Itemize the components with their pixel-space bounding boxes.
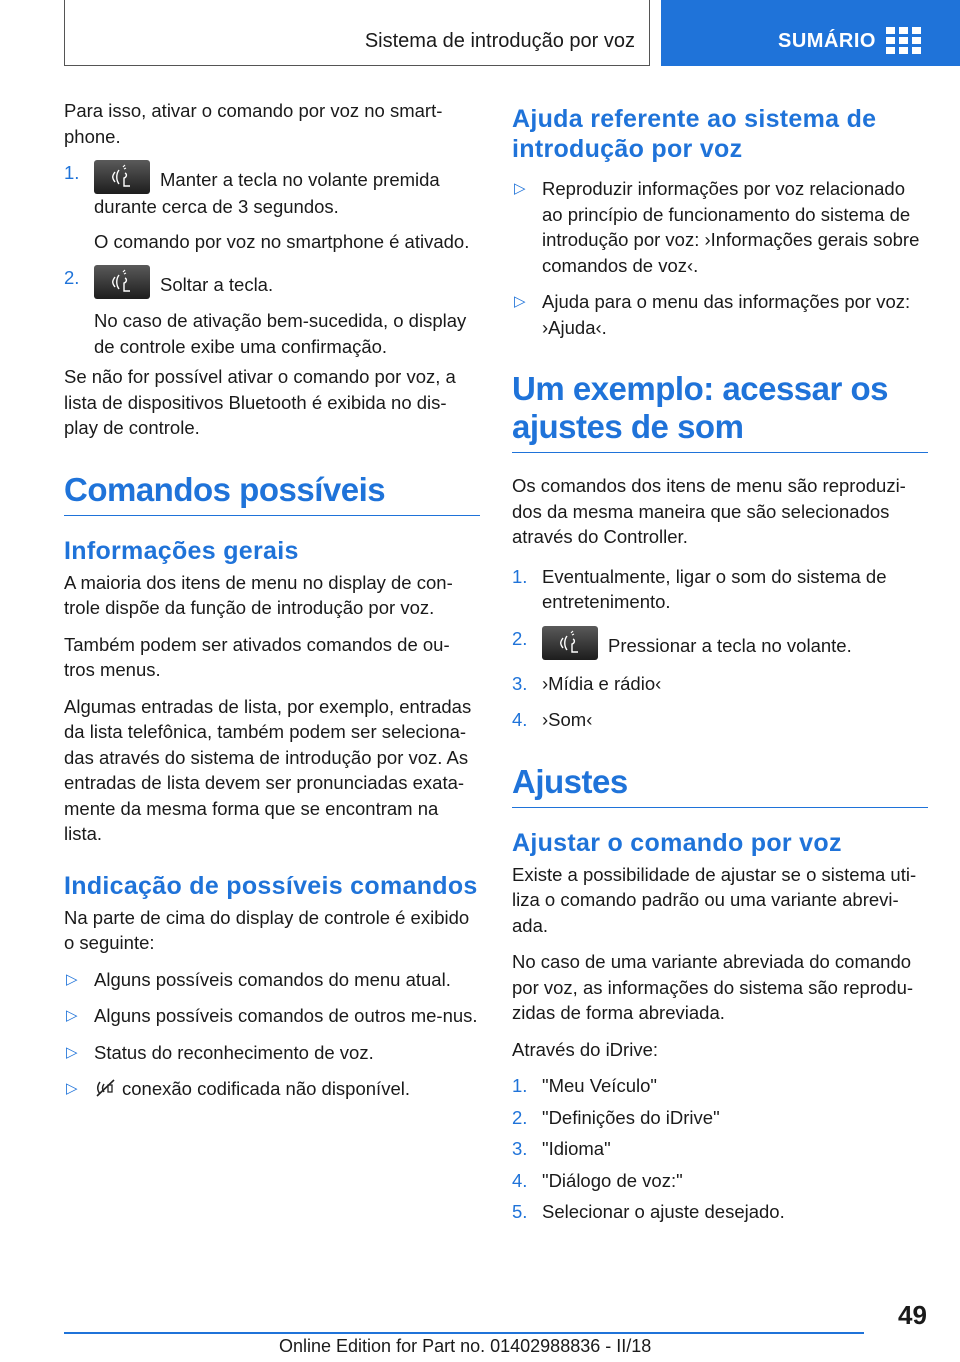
step-text: "Meu Veículo": [542, 1075, 657, 1096]
heading-settings: Ajustes: [512, 763, 928, 808]
voice-key-icon: [542, 626, 598, 660]
list-item: [512, 707, 928, 733]
step-number: 2.: [512, 627, 528, 649]
example-steps: [512, 564, 928, 733]
grid-menu-icon[interactable]: [886, 27, 922, 53]
bullet-text: Alguns possíveis comandos do menu atual.: [94, 968, 451, 990]
heading-indication: Indicação de possíveis comandos: [64, 871, 478, 900]
adjust-paragraph-3: Através do iDrive:: [512, 1038, 658, 1060]
list-item: [64, 1003, 480, 1029]
voice-key-icon: [94, 160, 150, 194]
list-item: [64, 967, 480, 993]
list-item: [512, 1136, 928, 1162]
bullet-text: Reproduzir informações por voz relacionado ao princípio de funcionamento do sistema de introdução por voz: ›Informações gerais sobre comandos de voz‹.: [542, 178, 920, 276]
help-bullets: [512, 176, 928, 340]
step-number: 4.: [512, 1169, 528, 1191]
heading-example: Um exemplo: acessar os ajustes de som: [512, 370, 928, 453]
bullet-marker: ▷: [514, 293, 526, 310]
indication-paragraph: Na parte de cima do display de controle é exibido o seguinte:: [64, 906, 470, 953]
step-number: 3.: [512, 1138, 528, 1159]
list-item: [512, 671, 928, 697]
step-text: ›Mídia e rádio‹: [542, 672, 662, 694]
step-result: O comando por voz no smartphone é ativado.: [94, 230, 470, 252]
step-number: 3.: [512, 672, 528, 694]
step-text: Selecionar o ajuste desejado.: [542, 1201, 785, 1222]
list-item: [512, 1073, 928, 1099]
step-text: Soltar a tecla.: [160, 274, 274, 295]
section-header-tab: [64, 0, 650, 66]
bullet-marker: ▷: [66, 1080, 78, 1097]
bullet-text: Alguns possíveis comandos de outros me-nus.: [94, 1005, 478, 1026]
edition-text: Online Edition for Part no. 01402988836 - II/18: [279, 1336, 652, 1356]
list-item: [64, 265, 480, 359]
example-paragraph: Os comandos dos itens de menu são reproduzi-dos da mesma maneira que são selecionados através do Controller.: [512, 475, 906, 547]
step-number: 2.: [64, 267, 80, 288]
list-item: [64, 160, 480, 254]
footer-divider: [64, 1332, 864, 1334]
heading-help: Ajuda referente ao sistema de introdução por voz: [512, 105, 877, 163]
adjust-paragraph-2: No caso de uma variante abreviada do comando por voz, as informações do sistema são reprodu-zidas de forma abreviada.: [512, 951, 914, 1023]
bullet-text: Status do reconhecimento de voz.: [94, 1041, 374, 1063]
list-item: [64, 1076, 480, 1102]
list-item: [512, 1168, 928, 1194]
list-item: [512, 626, 928, 660]
step-text: "Definições do iDrive": [542, 1106, 720, 1128]
left-column: [64, 98, 480, 1113]
general-paragraph-2: Também podem ser ativados comandos de ou-tros menus.: [64, 633, 450, 680]
indication-bullets: [64, 967, 480, 1102]
step-result: No caso de ativação bem-sucedida, o display de controle exibe uma confirmação.: [94, 310, 467, 357]
adjust-paragraph-1: Existe a possibilidade de ajustar se o sistema uti-liza o comando padrão ou uma variante abrevi-ada.: [512, 863, 917, 936]
bullet-marker: ▷: [66, 970, 78, 988]
step-number: 1.: [64, 162, 80, 183]
step-number: 2.: [512, 1106, 528, 1128]
list-item: [512, 564, 928, 615]
intro-paragraph: Para isso, ativar o comando por voz no smart-phone.: [64, 100, 443, 147]
step-text: "Idioma": [542, 1138, 611, 1159]
section-title: Sistema de introdução por voz: [364, 30, 635, 52]
heading-commands: Comandos possíveis: [64, 471, 480, 516]
list-item: [512, 289, 928, 340]
no-encryption-voice-icon: [94, 1078, 116, 1098]
bullet-text: Ajuda para o menu das informações por voz: ›Ajuda‹.: [542, 291, 911, 338]
bullet-marker: ▷: [66, 1043, 78, 1061]
heading-adjust-voice: Ajustar o comando por voz: [512, 828, 842, 857]
adjust-steps: [512, 1073, 928, 1225]
contents-button-label: SUMÁRIO: [778, 30, 876, 52]
step-number: 5.: [512, 1201, 528, 1222]
right-column: [512, 104, 928, 1231]
step-number: 1.: [512, 1075, 528, 1096]
list-item: [512, 1105, 928, 1131]
bullet-marker: ▷: [66, 1007, 78, 1024]
activation-steps: [64, 160, 480, 359]
page-number: 49: [898, 1300, 927, 1330]
step-text: ›Som‹: [542, 709, 593, 730]
general-paragraph-3: Algumas entradas de lista, por exemplo, entradas da lista telefônica, também podem ser seleciona-das através do sistema de introdução por voz. As entradas de lista devem ser pronunciadas exata-mente da mesma forma que se encontram na lista.: [64, 695, 472, 844]
step-text: Manter a tecla no volante premida durante cerca de 3 segundos.: [94, 169, 440, 217]
list-item: [512, 176, 928, 278]
step-number: 4.: [512, 709, 528, 730]
list-item: [512, 1199, 928, 1225]
step-number: 1.: [512, 565, 528, 587]
voice-key-icon: [94, 265, 150, 299]
list-item: [64, 1040, 480, 1066]
heading-general-info: Informações gerais: [64, 536, 299, 565]
bullet-marker: ▷: [514, 180, 526, 197]
step-text: "Diálogo de voz:": [542, 1169, 683, 1191]
general-paragraph-1: A maioria dos itens de menu no display de con-trole dispõe da função de introdução por voz.: [64, 571, 453, 618]
bullet-text: conexão codificada não disponível.: [122, 1078, 410, 1099]
step-text: Eventualmente, ligar o som do sistema de entretenimento.: [542, 565, 887, 612]
fallback-paragraph: Se não for possível ativar o comando por voz, a lista de dispositivos Bluetooth é exibida no dis-play de controle.: [64, 366, 456, 438]
step-text: Pressionar a tecla no volante.: [608, 634, 852, 656]
